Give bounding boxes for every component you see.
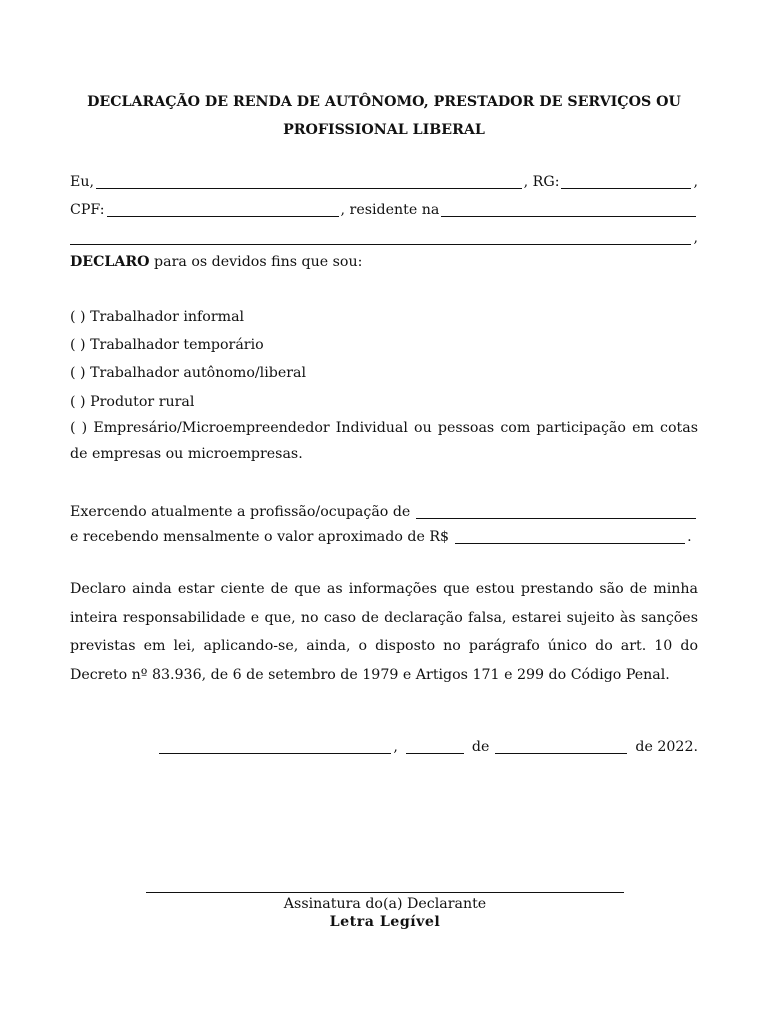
declaro-bold: DECLARO [70,254,150,270]
signature-sublabel: Letra Legível [329,914,441,930]
rg-comma: , [693,174,698,190]
month-field[interactable] [495,739,627,754]
city-field[interactable] [159,739,391,754]
income-label: e recebendo mensalmente o valor aproximado de R$ [70,529,450,545]
income-row [70,527,698,547]
address-continuation-row [70,228,698,248]
income-period: . [687,529,692,545]
address-end-comma: , [693,230,698,246]
title-line-2: PROFISSIONAL LIBERAL [283,122,485,138]
name-field[interactable] [96,174,522,189]
cpf-label: CPF: [70,202,105,218]
date-row [70,737,698,757]
rg-field[interactable] [561,174,691,189]
rg-label: , RG: [523,174,560,190]
document-title [70,88,698,144]
day-field[interactable] [406,739,464,754]
signature-line[interactable] [146,892,624,893]
signature-label: Assinatura do(a) Declarante [283,896,487,912]
option-autonomo[interactable]: ( ) Trabalhador autônomo/liberal [70,365,307,381]
option-produtor-rural[interactable]: ( ) Produtor rural [70,394,195,410]
date-de: de [471,739,490,755]
option-temporario[interactable]: ( ) Trabalhador temporário [70,337,264,353]
income-field[interactable] [455,529,685,544]
occupation-label: Exercendo atualmente a profissão/ocupação de [70,504,411,520]
name-rg-row [70,172,698,192]
option-informal[interactable]: ( ) Trabalhador informal [70,309,245,325]
date-comma: , [393,739,398,755]
statement-paragraph: Declaro ainda estar ciente de que as informações que estou prestando são de minha inteira responsabilidade e que, no caso de declaração falsa, estarei sujeito às sanções previstas em lei, aplicando-se, ainda, o disposto no parágrafo único do art. 10 do Decreto nº 83.936, de 6 de setembro de 1979 e Artigos 171 e 299 do Código Penal. [70,581,698,683]
address-field[interactable] [441,202,696,217]
declaro-rest: para os devidos fins que sou: [149,254,363,270]
residente-label: , residente na [340,202,440,218]
date-year: de 2022. [635,739,698,755]
eu-label: Eu, [70,174,95,190]
declaro-line [70,252,698,272]
occupation-row [70,502,698,522]
title-line-1: DECLARAÇÃO DE RENDA DE AUTÔNOMO, PRESTADOR DE SERVIÇOS OU [87,94,681,110]
address-field-2[interactable] [70,230,691,245]
cpf-address-row [70,200,698,220]
cpf-field[interactable] [107,202,339,217]
occupation-field[interactable] [416,504,696,519]
option-empresario[interactable]: ( ) Empresário/Microempreendedor Individual ou pessoas com participação em cotas de empresas ou microempresas. [70,420,698,462]
